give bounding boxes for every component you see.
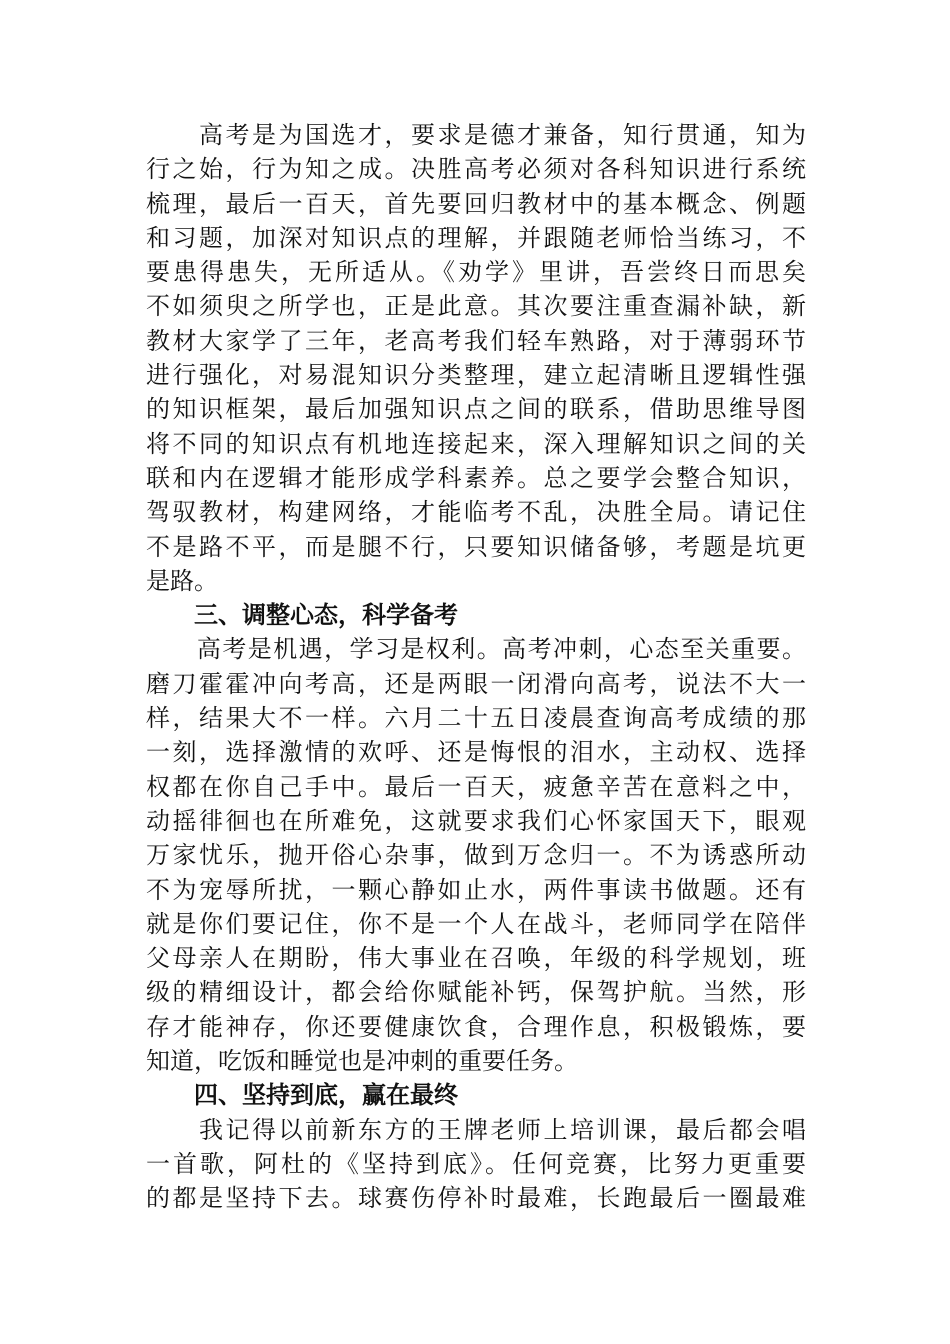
paragraph-mindset xyxy=(146,632,806,1078)
text-line: 不如须臾之所学也，正是此意。其次要注重查漏补缺，新 xyxy=(146,292,806,321)
text-line: 样，结果大不一样。六月二十五日凌晨查询高考成绩的那 xyxy=(146,704,806,733)
document-page xyxy=(146,118,806,1216)
text-line: 驾驭教材，构建网络，才能临考不乱，决胜全局。请记住 xyxy=(146,498,806,527)
section-heading-adjust-mindset: 三、调整心态，科学备考 xyxy=(194,601,458,630)
text-line: 一刻，选择激情的欢呼、还是悔恨的泪水，主动权、选择 xyxy=(146,738,806,767)
text-line: 的都是坚持下去。球赛伤停补时最难，长跑最后一圈最难 xyxy=(146,1184,806,1213)
text-line: 磨刀霍霍冲向考高，还是两眼一闭滑向高考，说法不大一 xyxy=(146,669,806,698)
text-line: 梳理，最后一百天，首先要回归教材中的基本概念、例题 xyxy=(146,189,806,218)
text-line: 知道，吃饭和睡觉也是冲刺的重要任务。 xyxy=(146,1047,578,1076)
text-line: 万家忧乐，抛开俗心杂事，做到万念归一。不为诱惑所动 xyxy=(146,841,806,870)
text-line: 将不同的知识点有机地连接起来，深入理解知识之间的关 xyxy=(146,429,806,458)
text-line: 要患得患失，无所适从。《劝学》里讲，吾尝终日而思矣 xyxy=(146,258,806,287)
text-line: 的知识框架，最后加强知识点之间的联系，借助思维导图 xyxy=(146,395,806,424)
text-line: 高考是机遇，学习是权利。高考冲刺，心态至关重要。 xyxy=(146,635,806,664)
paragraph-review-knowledge xyxy=(146,118,806,598)
text-line: 级的精细设计，都会给你赋能补钙，保驾护航。当然，形 xyxy=(146,978,806,1007)
text-line: 一首歌，阿杜的《坚持到底》。任何竞赛，比努力更重要 xyxy=(146,1149,806,1178)
section-heading-persist: 四、坚持到底，赢在最终 xyxy=(194,1081,458,1110)
text-line: 存才能神存，你还要健康饮食，合理作息，积极锻炼，要 xyxy=(146,1012,806,1041)
text-line: 我记得以前新东方的王牌老师上培训课，最后都会唱 xyxy=(146,1115,806,1144)
text-line: 父母亲人在期盼，伟大事业在召唤，年级的科学规划，班 xyxy=(146,944,806,973)
text-line: 进行强化，对易混知识分类整理，建立起清晰且逻辑性强 xyxy=(146,361,806,390)
text-line: 行之始，行为知之成。决胜高考必须对各科知识进行系统 xyxy=(146,155,806,184)
text-line: 不为宠辱所扰，一颗心静如止水，两件事读书做题。还有 xyxy=(146,875,806,904)
text-line: 高考是为国选才，要求是德才兼备，知行贯通，知为 xyxy=(146,121,806,149)
text-line: 教材大家学了三年，老高考我们轻车熟路，对于薄弱环节 xyxy=(146,326,806,355)
text-line: 就是你们要记住，你不是一个人在战斗，老师同学在陪伴 xyxy=(146,909,806,938)
paragraph-persist xyxy=(146,1113,806,1216)
text-line: 权都在你自己手中。最后一百天，疲惫辛苦在意料之中， xyxy=(146,772,806,801)
text-line: 是路。 xyxy=(146,566,218,595)
text-line: 动摇徘徊也在所难免，这就要求我们心怀家国天下，眼观 xyxy=(146,806,806,835)
text-line: 联和内在逻辑才能形成学科素养。总之要学会整合知识， xyxy=(146,463,806,492)
text-line: 不是路不平，而是腿不行，只要知识储备够，考题是坑更 xyxy=(146,532,806,561)
text-line: 和习题，加深对知识点的理解，并跟随老师恰当练习，不 xyxy=(146,223,806,252)
